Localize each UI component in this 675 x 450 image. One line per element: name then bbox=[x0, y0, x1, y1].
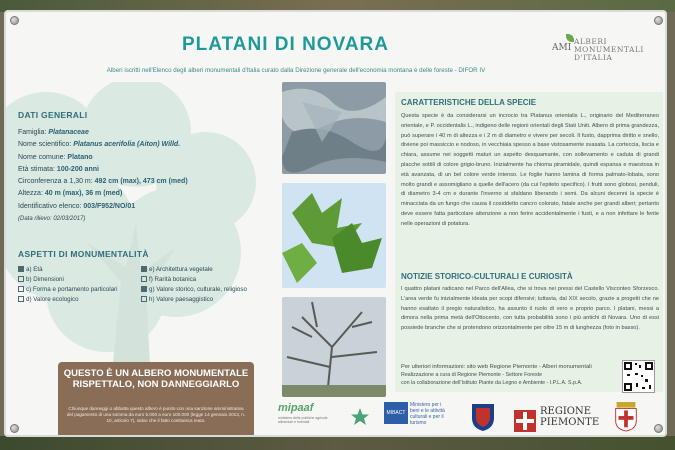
checkbox-item: c) Forma e portamento particolari bbox=[18, 286, 117, 293]
screw-icon bbox=[10, 424, 19, 433]
leaf-icon bbox=[566, 34, 574, 42]
checked-box-icon bbox=[141, 286, 147, 292]
mibact-logo: MIBACTMinistero per i beni e le attività culturali e per il turismo bbox=[384, 402, 454, 432]
checkbox-icon bbox=[18, 286, 24, 292]
list-item: Nome comune: Platano bbox=[18, 153, 93, 161]
star-logo-icon bbox=[350, 402, 370, 432]
aspetti-heading: ASPETTI DI MONUMENTALITÀ bbox=[18, 249, 149, 259]
caratteristiche-heading: CARATTERISTICHE DELLA SPECIE bbox=[401, 98, 537, 107]
dati-generali-heading: DATI GENERALI bbox=[18, 110, 88, 120]
list-item: Altezza: 40 m (max), 36 m (med) bbox=[18, 190, 123, 198]
notizie-heading: NOTIZIE STORICO-CULTURALI E CURIOSITÀ bbox=[401, 272, 573, 281]
species-panel bbox=[395, 92, 663, 392]
page-title: PLATANI DI NOVARA bbox=[182, 34, 389, 55]
checkbox-icon bbox=[141, 276, 147, 282]
list-item: Nome scientifico: Platanus acerifolia (Aiton) Willd. bbox=[18, 141, 181, 149]
bark-photo bbox=[282, 82, 386, 174]
footer-logos bbox=[274, 398, 664, 437]
warning-box bbox=[58, 362, 254, 437]
list-item: Età stimata: 100-200 anni bbox=[18, 165, 99, 173]
list-item: Famiglia: Platanaceae bbox=[18, 129, 89, 136]
checkbox-item: e) Architettura vegetale bbox=[141, 266, 213, 273]
background-bottom bbox=[0, 436, 675, 450]
logo-acronym: AMI bbox=[552, 43, 572, 53]
data-rilievo: (Data rilievo: 02/03/2017) bbox=[18, 216, 86, 223]
info-block: Per ulteriori informazioni: sito web Regione Piemonte - Alberi monumentali Realizzazione a cura di Regione Piemonte - Settore Foreste con la collaborazione dell'Istituto Piante da Legno e Ambiente - I.P.L.A. S.p.A. bbox=[401, 364, 592, 386]
city-crest-icon bbox=[612, 402, 640, 432]
checkbox-icon bbox=[18, 276, 24, 282]
screw-icon bbox=[10, 16, 19, 25]
checkbox-item: g) Valore storico, culturale, religioso bbox=[141, 286, 247, 293]
list-item: Circonferenza a 1,30 m: 492 cm (max), 473 cm (med) bbox=[18, 178, 188, 186]
ami-logo bbox=[552, 34, 662, 74]
checked-box-icon bbox=[141, 266, 147, 272]
caratteristiche-text: Questa specie è da considerarsi un incrocio tra Platanus orientalis L., originario del Mediterraneo orientale, e P. occidentalis L., indigeno delle regioni orientali degli Stati Uniti. Albero di prima grandezza, può superare i 40 m di altezza e i 2 m di diametro e vivere per secoli. Il fusto, dapprima diritto e snello, diviene poi massiccio e nodoso, in vecchiaia spesso a base vistosamente svasata. La corteccia, liscia e chiara, assume nei soggetti maturi un aspetto desquamante, con sollevamento e caduta di grandi placche sottili di colore grigio-bruno. Inizialmente ha chioma piramidale, quindi espansa e maestosa in età avanzata, di un bel colore verde intenso. Le foglie hanno lamina di forma palmato-lobata, sono molto grandi e assomigliano a quelle dell'acero (da cui l'epiteto specifico). I frutti sono globosi, penduli, di diametro 3-4 cm e durante l'inverno si sfaldano liberando i semi. Da alcuni decenni la specie è minacciata da un fungo che causa il cosiddetto cancro colorato, fatale anche per grandi alberi; pertanto deve essere fatta particolare attenzione a non ferire accidentalmente i fusti, e a non infettare le ferite nelle operazioni di potatura. bbox=[401, 113, 659, 227]
leaves-photo bbox=[282, 183, 386, 288]
checkbox-icon bbox=[141, 296, 147, 302]
checkbox-item: h) Valore paesaggistico bbox=[141, 296, 213, 303]
checkbox-item: b) Dimensioni bbox=[18, 276, 64, 283]
checkbox-item: a) Età bbox=[18, 266, 43, 273]
screw-icon bbox=[654, 16, 663, 25]
information-board bbox=[4, 10, 667, 437]
mipaaf-logo: mipaaf ministero delle politiche agricole alimentari e forestali bbox=[278, 402, 328, 424]
crest-logo-icon bbox=[470, 402, 496, 432]
notizie-text: I quattro platani radicano nel Parco dell'Allea, che si trova nei pressi del Castello Visconteo Sforzesco. L'area verde fu inizialmente ideata per scopi difensivi; tuttavia, dal XIX secolo, grazie a progetti che ne hanno esaltato il pregio naturalistico, ha assunto il ruolo di vero e proprio parco. I platani, messi a dimora nella prima metà dell'Ottocento, con tutta probabilità sono i più antichi di Novara. Uno di essi possiede branche che si protendono orizzontalmente per oltre 15 m di lunghezza (foto in basso). bbox=[401, 286, 659, 332]
list-item: Identificativo elenco: 003/F952/NO/01 bbox=[18, 202, 136, 210]
checkbox-item: f) Rarità botanica bbox=[141, 276, 196, 283]
warning-title: QUESTO È UN ALBERO MONUMENTALE RISPETTALO, NON DANNEGGIARLO bbox=[63, 368, 249, 390]
warning-text: Chiunque danneggi o abbatta questo albero è punito con una sanzione amministrativa del pagamento di una somma da euro 5.000 a euro 100.000 (legge 14 gennaio 2013, n. 10, articolo 7), salvo che il fatto costituisca reato. bbox=[66, 406, 246, 423]
trees-photo bbox=[282, 297, 386, 397]
regione-piemonte-logo: REGIONE PIEMONTE bbox=[540, 406, 600, 428]
checkbox-icon bbox=[18, 296, 24, 302]
page-subtitle: Alberi iscritti nell'Elenco degli alberi monumentali d'Italia curato dalla Direzione generale dell'economia montana e delle foreste - DIFOR IV bbox=[106, 67, 486, 74]
logo-text: ALBERI MONUMENTALI D'ITALIA bbox=[574, 37, 644, 62]
dati-generali-list bbox=[18, 127, 273, 225]
checked-box-icon bbox=[18, 266, 24, 272]
qr-code-icon[interactable] bbox=[622, 360, 655, 393]
regione-flag-icon bbox=[514, 406, 536, 436]
checkbox-item: d) Valore ecologico bbox=[18, 296, 79, 303]
